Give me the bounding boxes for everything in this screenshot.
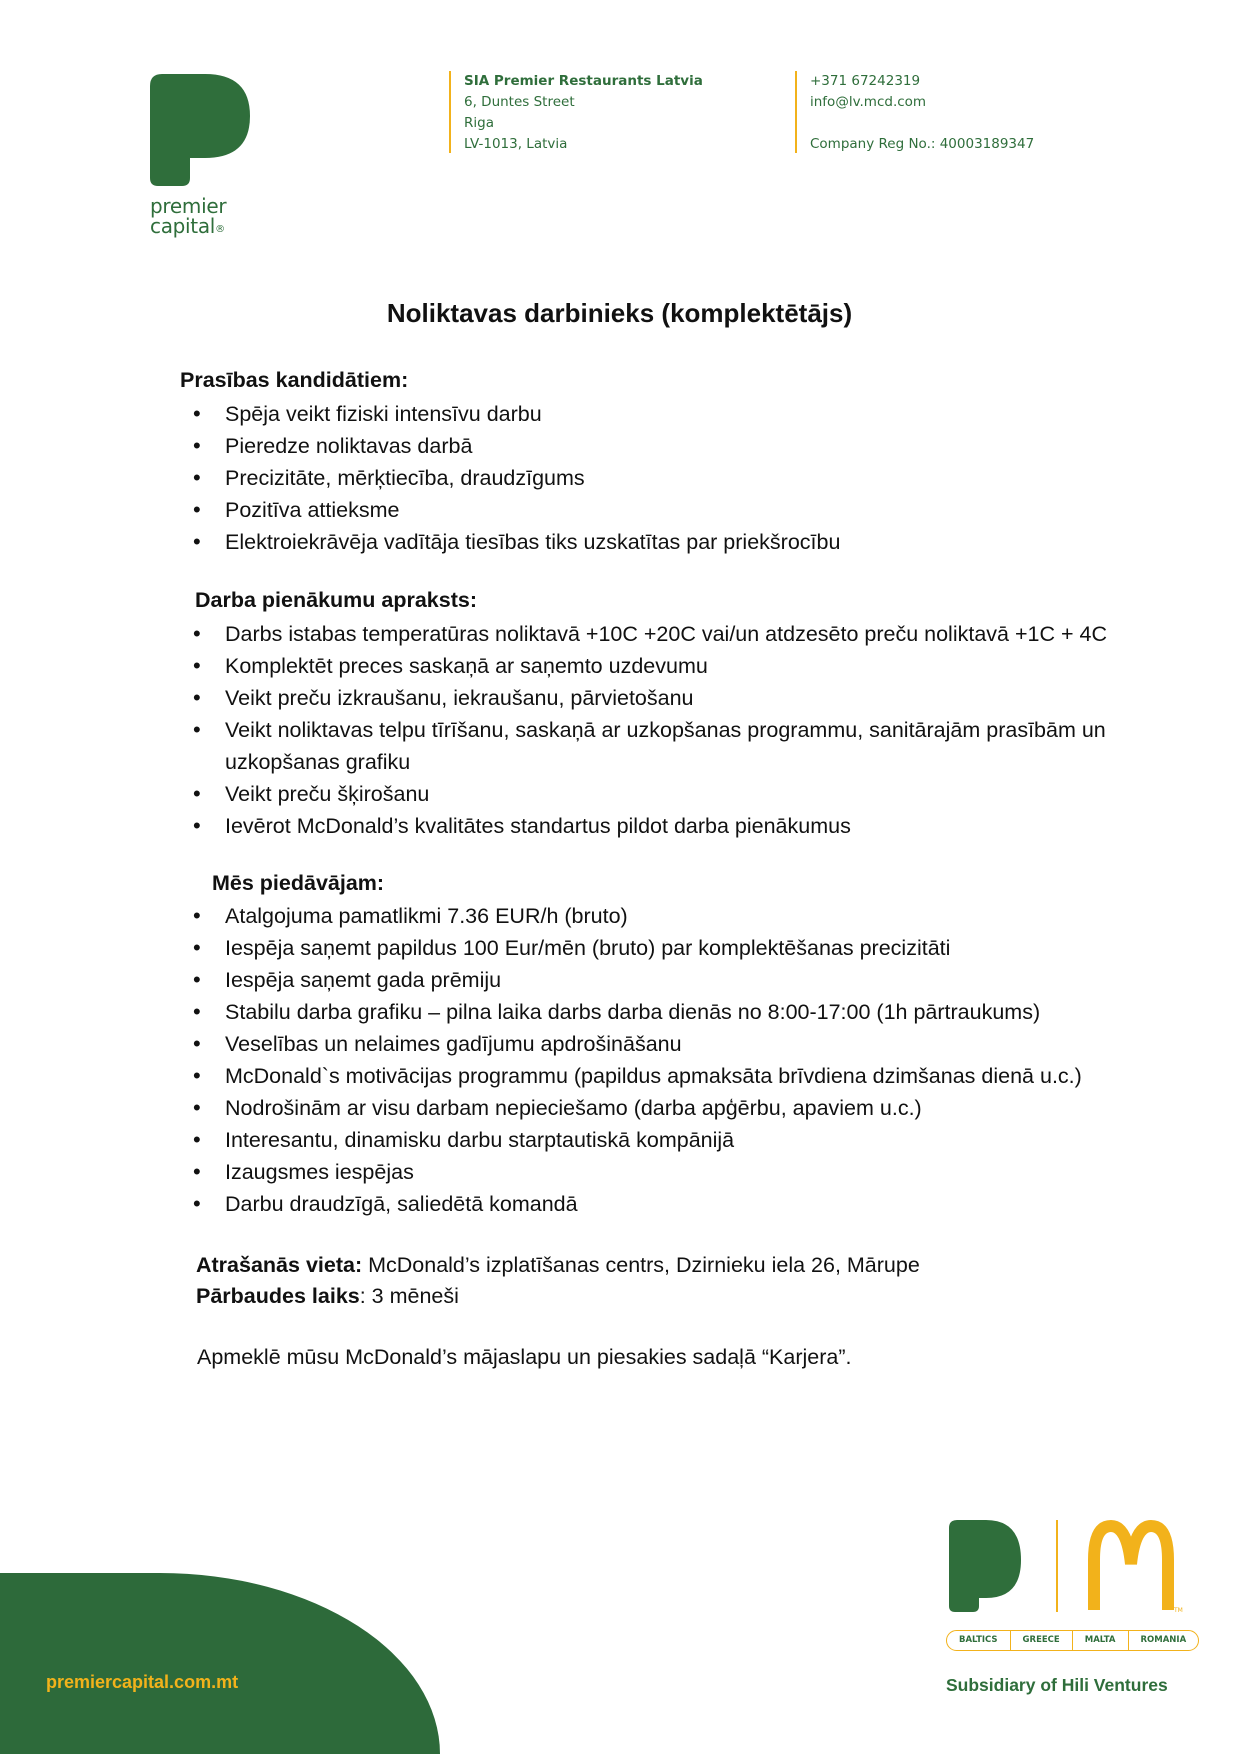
location-line [196,1249,920,1281]
list-item: • Izaugsmes iespējas [193,1156,1173,1188]
footer-website-link[interactable]: premiercapital.com.mt [46,1672,239,1692]
subsidiary-text: Subsidiary of Hili Ventures [946,1675,1168,1695]
list-item: • Komplektēt preces saskaņā ar saņemto uzdevumu [193,650,1173,682]
list-item: • Veikt noliktavas telpu tīrīšanu, saskaņā ar uzkopšanas programmu, sanitārajām prasībām un uzkopšanas grafiku [193,714,1173,778]
list-item: • Darbu draudzīgā, saliedētā komandā [193,1188,1173,1220]
logo-word-capital: capital [150,214,216,238]
list-item: • Veikt preču izkraušanu, iekraušanu, pārvietošanu [193,682,1173,714]
probation-label: Pārbaudes laiks [196,1284,360,1308]
list-item: • Ievērot McDonald’s kvalitātes standartus pildot darba pienākumus [193,810,1173,842]
brand-logos [946,1520,1192,1625]
list-item: • Spēja veikt fiziski intensīvu darbu [193,398,1173,430]
offer-list [193,900,1173,1220]
company-street: 6, Duntes Street [464,94,575,110]
regions-bar [946,1630,1199,1651]
footer-green-shape [0,1573,440,1754]
premier-p-icon [949,1520,1021,1612]
list-item: • Veikt preču šķirošanu [193,778,1173,810]
region-label: BALTICS [947,1631,1011,1650]
region-label: MALTA [1073,1631,1129,1650]
list-item: • Elektroiekrāvēja vadītāja tiesības tiks uzskatītas par priekšrocību [193,526,1173,558]
list-item: • Pozitīva attieksme [193,494,1173,526]
company-postcode: LV-1013, Latvia [464,136,568,152]
requirements-heading: Prasības kandidātiem: [180,368,409,392]
premier-capital-logo [150,74,260,240]
location-value: McDonald’s izplatīšanas centrs, Dzirnieku iela 26, Mārupe [362,1253,920,1277]
premier-p-icon [150,74,250,186]
requirements-list [193,398,1173,558]
probation-line [196,1280,459,1312]
region-label: ROMANIA [1140,1635,1187,1645]
offer-heading: Mēs piedāvājam: [212,871,385,895]
call-to-action: Apmeklē mūsu McDonald’s mājaslapu un piesakies sadaļā “Karjera”. [197,1345,852,1369]
company-name: SIA Premier Restaurants Latvia [464,73,703,89]
logo-wordmark [150,196,260,240]
company-address-block [449,71,703,153]
list-item: • Stabilu darba grafiku – pilna laika darbs darba dienās no 8:00-17:00 (1h pārtraukums) [193,996,1173,1028]
list-item: • Nodrošinām ar visu darbam nepieciešamo (darba apģērbu, apaviem u.c.) [193,1092,1173,1124]
logo-word-premier: premier [150,194,227,218]
company-email: info@lv.mcd.com [810,94,927,110]
location-label: Atrašanās vieta: [196,1253,363,1277]
company-reg-no: Company Reg No.: 40003189347 [810,136,1035,152]
company-city: Riga [464,115,494,131]
list-item: • Interesantu, dinamisku darbu starptautiskā kompānijā [193,1124,1173,1156]
list-item: • Atalgojuma pamatlikmi 7.36 EUR/h (bruto) [193,900,1173,932]
list-item: • Iespēja saņemt gada prēmiju [193,964,1173,996]
list-item: • Iespēja saņemt papildus 100 Eur/mēn (bruto) par komplektēšanas precizitāti [193,932,1173,964]
list-item: • Veselības un nelaimes gadījumu apdrošināšanu [193,1028,1173,1060]
region-label: GREECE [1011,1631,1073,1650]
company-phone: +371 67242319 [810,73,921,89]
list-item: • Precizitāte, mērķtiecība, draudzīgums [193,462,1173,494]
company-contact-block [795,71,1034,153]
mcdonalds-arches-icon [1094,1526,1168,1610]
trademark-mark: TM [1174,1607,1183,1614]
duties-list [193,618,1173,842]
duties-heading: Darba pienākumu apraksts: [195,588,477,612]
list-item: • Pieredze noliktavas darbā [193,430,1173,462]
list-item: • Darbs istabas temperatūras noliktavā +10C +20C vai/un atdzesēto preču noliktavā +1C + 4C [193,618,1173,650]
logo-registered-mark: ® [215,224,225,235]
probation-value: : 3 mēneši [359,1284,459,1308]
list-item: • McDonald`s motivācijas programmu (papildus apmaksāta brīvdiena dzimšanas dienā u.c.) [193,1060,1173,1092]
page-title: Noliktavas darbinieks (komplektētājs) [386,298,853,328]
